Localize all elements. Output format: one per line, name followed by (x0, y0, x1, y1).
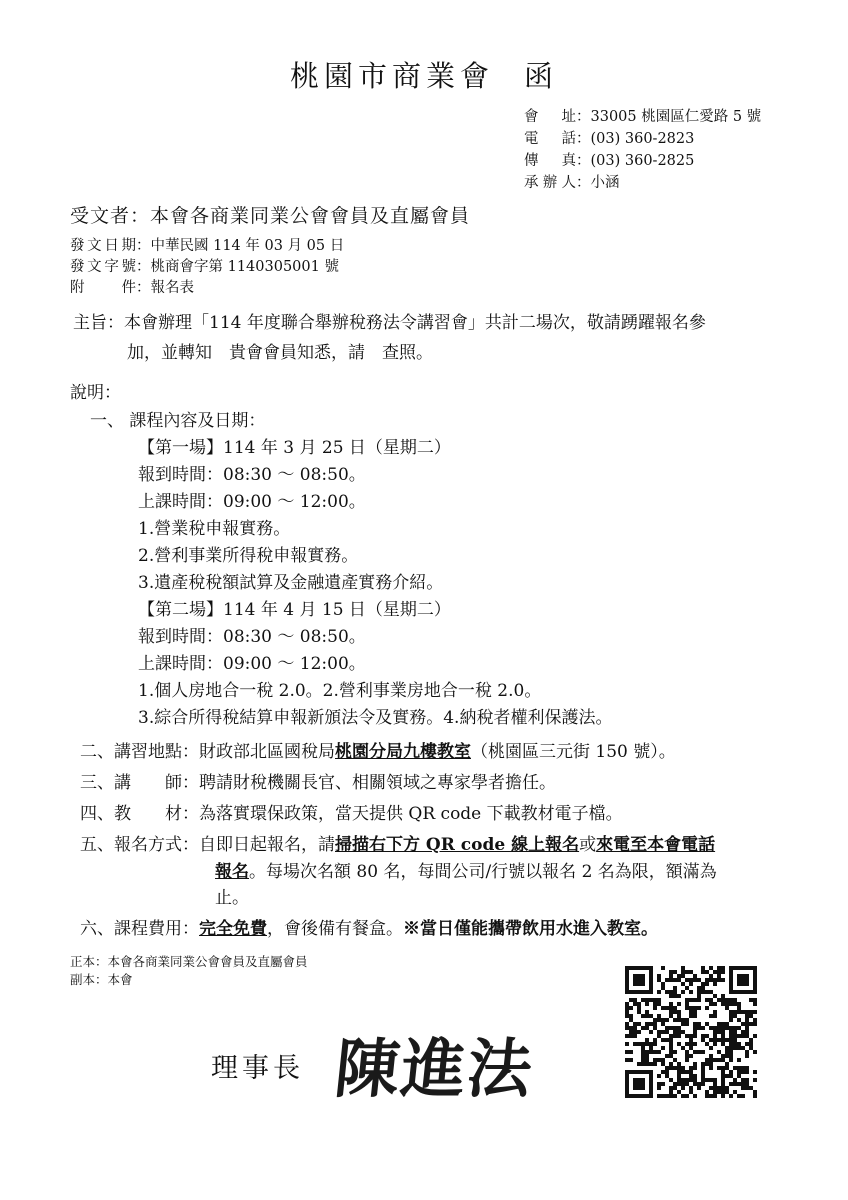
session1-topic: 1.營業稅申報實務。 (138, 519, 291, 539)
doc-type: 函 (524, 59, 559, 93)
section6-fee: 六、課程費用：完全免費，會後備有餐盒。※當日僅能攜帶飲用水進入教室。 (80, 919, 658, 939)
attachment: 附件：報名表 (70, 280, 194, 296)
chairman-signature: 陳進法 (331, 1032, 538, 1107)
subject-line-2: 加，並轉知 貴會會員知悉，請 查照。 (127, 343, 433, 363)
chairman-title: 理事長 (211, 1053, 304, 1084)
session1-class: 上課時間：09:00 ～ 12:00。 (138, 492, 366, 512)
issue-date: 發文日期：中華民國 114 年 03 月 05 日 (70, 238, 345, 254)
section5-line2: 報名。每場次名額 80 名，每間公司/行號以報名 2 名為限，額滿為 (215, 862, 717, 882)
contact-fax: 傳真：(03) 360-2825 (524, 153, 695, 169)
registration-qr-code[interactable] (625, 966, 757, 1098)
session1-topic: 3.遺產稅稅額試算及金融遺產實務介紹。 (138, 573, 444, 593)
explanation-heading: 說明： (70, 383, 121, 403)
session2-class: 上課時間：09:00 ～ 12:00。 (138, 654, 366, 674)
subject-line-1: 主旨：本會辦理「114 年度聯合舉辦稅務法令講習會」共計二場次，敬請踴躍報名參 (73, 313, 706, 333)
session2-title: 【第二場】114 年 4 月 15 日（星期二） (138, 600, 451, 620)
water-note: ※當日僅能攜帶飲用水進入教室。 (403, 919, 658, 939)
document-title (0, 54, 848, 95)
copy-cc: 副本：本會 (70, 972, 133, 987)
issue-number: 發文字號：桃商會字第 1140305001 號 (70, 259, 339, 275)
session1-title: 【第一場】114 年 3 月 25 日（星期二） (138, 438, 451, 458)
session2-topic: 3.綜合所得稅結算申報新頒法令及實務。4.納稅者權利保護法。 (138, 708, 613, 728)
section1-heading: 一、 課程內容及日期： (90, 411, 266, 431)
recipient: 受文者：本會各商業同業公會會員及直屬會員 (70, 205, 471, 227)
section3-lecturer: 三、講 師：聘請財稅機關長官、相關領域之專家學者擔任。 (80, 773, 556, 793)
session1-checkin: 報到時間：08:30 ～ 08:50。 (138, 465, 366, 485)
contact-address: 會址：33005 桃園區仁愛路 5 號 (524, 109, 762, 125)
section4-materials: 四、教 材：為落實環保政策，當天提供 QR code 下載教材電子檔。 (80, 804, 623, 824)
section5-registration: 五、報名方式：自即日起報名，請掃描右下方 QR code 線上報名或來電至本會電話 (80, 835, 716, 855)
org-name: 桃園市商業會 (289, 59, 494, 93)
session2-checkin: 報到時間：08:30 ～ 08:50。 (138, 627, 366, 647)
free-highlight: 完全免費 (199, 919, 267, 939)
venue-highlight: 桃園分局九樓教室 (335, 742, 471, 762)
section5-line3: 止。 (215, 888, 249, 908)
copy-original: 正本：本會各商業同業公會會員及直屬會員 (70, 954, 308, 969)
contact-phone: 電話：(03) 360-2823 (524, 131, 695, 147)
session1-topic: 2.營利事業所得稅申報實務。 (138, 546, 359, 566)
section2-venue: 二、講習地點：財政部北區國稅局桃園分局九樓教室（桃園區三元街 150 號）。 (80, 742, 676, 762)
qr-registration-link: 掃描右下方 QR code 線上報名 (335, 835, 580, 855)
phone-registration: 來電至本會電話 (596, 835, 716, 855)
session2-topic: 1.個人房地合一稅 2.0。2.營利事業房地合一稅 2.0。 (138, 681, 542, 701)
contact-handler: 承辦人：小涵 (524, 175, 620, 191)
